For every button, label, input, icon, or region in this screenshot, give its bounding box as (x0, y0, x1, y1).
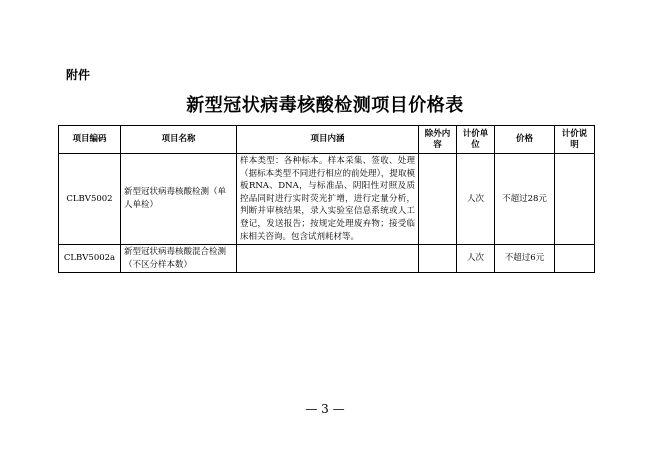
table-row (59, 154, 595, 245)
cell-name: 新型冠状病毒核酸检测（单人单检） (121, 154, 237, 245)
cell-exclusions (419, 245, 457, 273)
cell-content: 样本类型：各种标本。样本采集、签收、处理（据标本类型不同进行相应的前处理），提取模板RNA、DNA，与标准品、阴阳性对照及质控品同时进行实时荧光扩增，进行定量分析，判断并审核结果，录入实验室信息系统或人工登记，发送报告；按规定处理废弃物；接受临床相关咨询。包含试剂耗材等。 (237, 154, 419, 245)
page-title: 新型冠状病毒核酸检测项目价格表 (186, 95, 464, 116)
column-header-exclusions: 除外内容 (419, 126, 457, 154)
cell-price: 不超过28元 (495, 154, 555, 245)
column-header-unit: 计价单位 (457, 126, 495, 154)
cell-content (237, 245, 419, 273)
price-table (58, 125, 595, 273)
page-number: — 3 — (305, 402, 345, 416)
cell-price: 不超过6元 (495, 245, 555, 273)
column-header-note: 计价说明 (555, 126, 595, 154)
cell-name: 新型冠状病毒核酸混合检测（不区分样本数） (121, 245, 237, 273)
cell-note (555, 154, 595, 245)
column-header-name: 项目名称 (121, 126, 237, 154)
column-header-price: 价格 (495, 126, 555, 154)
cell-code: CLBV5002 (59, 154, 121, 245)
cell-note (555, 245, 595, 273)
table-row (59, 245, 595, 273)
cell-unit: 人次 (457, 245, 495, 273)
column-header-content: 项目内涵 (237, 126, 419, 154)
table-header-row (59, 126, 595, 154)
attachment-label: 附件 (66, 68, 91, 82)
cell-unit: 人次 (457, 154, 495, 245)
cell-code: CLBV5002a (59, 245, 121, 273)
cell-exclusions (419, 154, 457, 245)
column-header-code: 项目编码 (59, 126, 121, 154)
